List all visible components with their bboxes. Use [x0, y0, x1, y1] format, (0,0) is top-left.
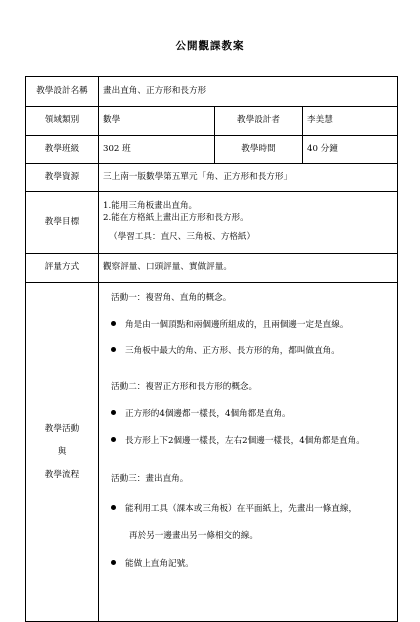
activity-2-title: 活動二：複習正方形和長方形的概念。	[111, 382, 258, 392]
row-domain	[26, 107, 398, 136]
bullet-icon	[111, 560, 116, 565]
objective-item: 1.能用三角板畫出直角。	[103, 201, 198, 212]
bullet-icon	[111, 347, 116, 352]
activity-3-title: 活動三：畫出直角。	[111, 474, 189, 484]
row-objectives	[26, 192, 398, 254]
assessment-value: 觀察評量、口頭評量、實做評量。	[99, 254, 398, 283]
row-resource	[26, 164, 398, 192]
time-value: 40 分鐘	[303, 136, 398, 164]
domain-value: 數學	[99, 107, 215, 136]
resource-value: 三上南一版數學第五單元「角、正方形和長方形」	[99, 164, 398, 192]
activities-label-cell	[26, 283, 99, 622]
bullet-text: 長方形上下2個邊一樣長，左右2個邊一樣長，4個角都是直角。	[125, 436, 365, 446]
class-label: 教學班級	[26, 136, 99, 164]
domain-label: 領域類別	[26, 107, 99, 136]
objectives-cell	[99, 192, 398, 254]
bullet-icon	[111, 437, 116, 442]
bullet-icon	[111, 410, 116, 415]
activity-2-bullet	[111, 409, 291, 421]
page-title: 公開觀課教案	[175, 40, 245, 52]
designer-label: 教學設計者	[215, 107, 303, 136]
objective-item: 2.能在方格紙上畫出正方形和長方形。	[103, 212, 249, 223]
activities-label-line: 教學活動	[44, 423, 80, 434]
bullet-text: 三角板中最大的角、正方形、長方形的角，都叫做直角。	[125, 346, 340, 356]
row-assessment	[26, 254, 398, 283]
activities-label-line: 教學流程	[44, 470, 80, 481]
objective-tools: （學習工具：直尺、三角板、方格紙）	[109, 232, 256, 243]
design-name-value: 畫出直角、正方形和長方形	[99, 77, 398, 107]
bullet-icon	[111, 505, 116, 510]
activities-label-line: 與	[57, 446, 67, 457]
row-activities	[26, 283, 398, 622]
activity-3-bullet	[111, 559, 194, 571]
lesson-plan-table	[25, 76, 398, 622]
design-name-label: 教學設計名稱	[26, 77, 99, 107]
activity-1-bullet	[111, 346, 340, 358]
activity-3-bullet	[111, 504, 357, 516]
bullet-icon	[111, 321, 116, 326]
activity-2-bullet	[111, 436, 365, 448]
designer-value: 李美慧	[303, 107, 398, 136]
activities-cell	[99, 283, 398, 622]
bullet-text: 正方形的4個邊都一樣長，4個角都是直角。	[125, 409, 291, 419]
row-class	[26, 136, 398, 164]
activity-1-title: 活動一：複習角、直角的概念。	[111, 293, 232, 303]
activity-3-bullet-continuation: 再於另一邊畫出另一條相交的線。	[129, 531, 258, 541]
activity-1-bullet	[111, 320, 348, 332]
objectives-label: 教學目標	[26, 192, 99, 254]
row-design-name	[26, 77, 398, 107]
class-value: 302 班	[99, 136, 215, 164]
assessment-label: 評量方式	[26, 254, 99, 283]
bullet-text: 能做上直角記號。	[125, 559, 194, 569]
resource-label: 教學資源	[26, 164, 99, 192]
bullet-text: 角是由一個頂點和兩個邊所組成的，且兩個邊一定是直線。	[125, 320, 349, 330]
time-label: 教學時間	[215, 136, 303, 164]
bullet-text: 能利用工具（課本或三角板）在平面紙上，先畫出一條直線，	[125, 504, 358, 514]
